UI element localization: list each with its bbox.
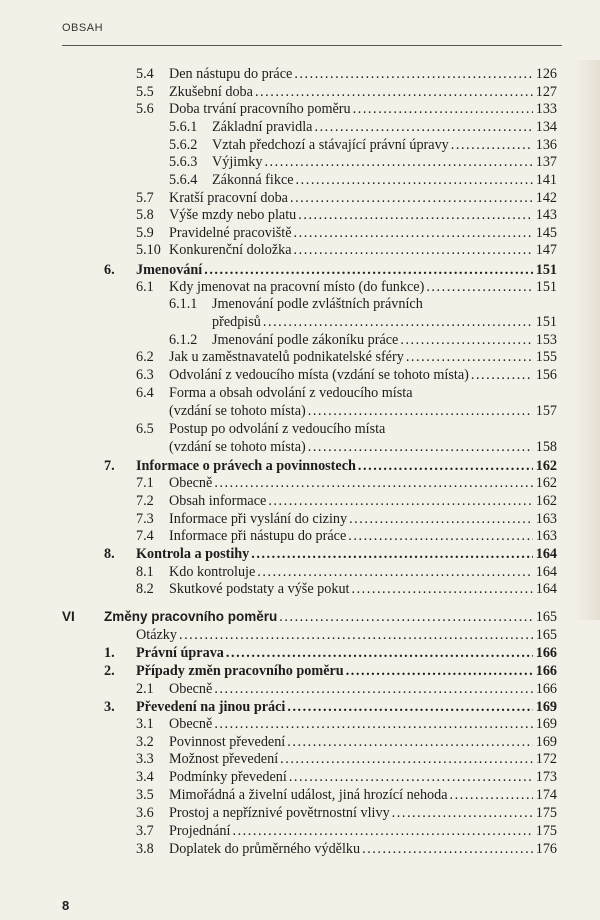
- toc-page: 145: [535, 225, 557, 241]
- toc-title: Právní úprava: [136, 645, 224, 661]
- toc-page: 165: [535, 627, 557, 643]
- toc-title: Prostoj a nepříznivé povětrnostní vlivy: [169, 805, 390, 821]
- toc-title: Zkušební doba: [169, 84, 253, 100]
- toc-title: Kontrola a postihy: [136, 546, 250, 562]
- toc-title: Informace při nástupu do práce: [169, 528, 347, 544]
- toc-title: Postup po odvolání z vedoucího místa: [169, 421, 386, 437]
- toc-page: 163: [535, 511, 557, 527]
- toc-title: Podmínky převedení: [169, 769, 287, 785]
- toc-entry[interactable]: [169, 190, 557, 206]
- toc-entry[interactable]: [169, 787, 557, 803]
- toc-title: Konkurenční doložka: [169, 242, 292, 258]
- toc-page: 176: [535, 841, 557, 857]
- toc-page: 157: [535, 403, 557, 419]
- toc-entry[interactable]: [169, 716, 557, 732]
- toc-page: 175: [535, 805, 557, 821]
- toc-page: 162: [535, 493, 557, 509]
- toc-number: 5.6.1: [169, 119, 198, 135]
- toc-page: 155: [535, 349, 557, 365]
- toc-page: 158: [535, 439, 557, 455]
- toc-page: 141: [535, 172, 557, 188]
- toc-page: 134: [535, 119, 557, 135]
- toc-title: Forma a obsah odvolání z vedoucího místa: [169, 385, 413, 401]
- toc-title: Den nástupu do práce: [169, 66, 293, 82]
- toc-title: Doba trvání pracovního poměru: [169, 101, 351, 117]
- toc-page: 162: [535, 475, 557, 491]
- toc-entry-chapter[interactable]: [136, 645, 557, 661]
- toc-entry[interactable]: [212, 119, 557, 135]
- toc-title: Zákonná fikce: [212, 172, 294, 188]
- toc-page: 169: [535, 716, 557, 732]
- toc-entry[interactable]: [169, 805, 557, 821]
- toc-chapter-number: 8.: [104, 546, 115, 562]
- toc-title: Případy změn pracovního poměru: [136, 663, 344, 679]
- toc-page: 166: [535, 663, 557, 679]
- toc-title: Mimořádná a živelní událost, jiná hrozící nehoda: [169, 787, 448, 803]
- toc-number: 7.4: [136, 528, 154, 544]
- toc-number: 5.10: [136, 242, 161, 258]
- toc-number: 6.5: [136, 421, 154, 437]
- toc-number: 7.2: [136, 493, 154, 509]
- toc-title: Výjimky: [212, 154, 263, 170]
- toc-number: 6.1: [136, 279, 154, 295]
- toc-title: Jmenování podle zvláštních právních: [212, 296, 423, 312]
- toc-number: 6.3: [136, 367, 154, 383]
- toc-entry[interactable]: [169, 367, 557, 383]
- toc-entry[interactable]: [169, 225, 557, 241]
- toc-entry[interactable]: [169, 734, 557, 750]
- toc-page: 169: [535, 734, 557, 750]
- toc-title: Obsah informace: [169, 493, 267, 509]
- toc-entry[interactable]: [169, 279, 557, 295]
- toc-page: 156: [535, 367, 557, 383]
- toc-page: 174: [535, 787, 557, 803]
- toc-page: 147: [535, 242, 557, 258]
- toc-page: 151: [535, 279, 557, 295]
- toc-title: Obecně: [169, 716, 213, 732]
- toc-title: Informace o právech a povinnostech: [136, 458, 356, 474]
- toc-page: 143: [535, 207, 557, 223]
- toc-number: 5.6.3: [169, 154, 198, 170]
- toc-entry[interactable]: [212, 332, 557, 348]
- toc-entry[interactable]: [212, 154, 557, 170]
- toc-page: 164: [535, 564, 557, 580]
- toc-chapter-number: 3.: [104, 699, 115, 715]
- page-edge-shadow: [574, 60, 600, 620]
- toc-entry[interactable]: [169, 475, 557, 491]
- toc-number: 5.6: [136, 101, 154, 117]
- toc-entry[interactable]: [136, 627, 557, 643]
- toc-title-continued: (vzdání se tohoto místa): [169, 403, 306, 419]
- toc-number: 5.6.4: [169, 172, 198, 188]
- toc-page: 163: [535, 528, 557, 544]
- toc-title: Jmenování podle zákoníku práce: [212, 332, 399, 348]
- toc-page: 153: [535, 332, 557, 348]
- toc-number: 5.4: [136, 66, 154, 82]
- toc-title-continued: (vzdání se tohoto místa): [169, 439, 306, 455]
- toc-entry-part[interactable]: [104, 609, 557, 625]
- toc-page: 151: [535, 262, 557, 278]
- toc-entry[interactable]: [169, 101, 557, 117]
- toc-entry[interactable]: [169, 751, 557, 767]
- toc-number: 3.1: [136, 716, 154, 732]
- toc-page: 136: [535, 137, 557, 153]
- toc-chapter-number: 6.: [104, 262, 115, 278]
- toc-title: Výše mzdy nebo platu: [169, 207, 297, 223]
- toc-entry[interactable]: [169, 528, 557, 544]
- toc-entry-chapter[interactable]: [136, 262, 557, 278]
- toc-page: 162: [535, 458, 557, 474]
- toc-title: Obecně: [169, 475, 213, 491]
- toc-number: 6.2: [136, 349, 154, 365]
- toc-chapter-number: 2.: [104, 663, 115, 679]
- toc-entry[interactable]: [169, 439, 557, 455]
- toc-number: 6.1.1: [169, 296, 198, 312]
- toc-page: 166: [535, 645, 557, 661]
- toc-number: 3.3: [136, 751, 154, 767]
- toc-chapter-number: 7.: [104, 458, 115, 474]
- toc-entry[interactable]: [169, 841, 557, 857]
- toc-entry[interactable]: [169, 403, 557, 419]
- toc-number: 7.1: [136, 475, 154, 491]
- toc-title: Obecně: [169, 681, 213, 697]
- toc-page: 169: [535, 699, 557, 715]
- toc-title: Informace při vyslání do ciziny: [169, 511, 348, 527]
- toc-page: 166: [535, 681, 557, 697]
- toc-entry[interactable]: [169, 823, 557, 839]
- toc-entry[interactable]: [169, 207, 557, 223]
- toc-number: 3.2: [136, 734, 154, 750]
- toc-entry-chapter[interactable]: [136, 546, 557, 562]
- toc-number: 3.4: [136, 769, 154, 785]
- toc-title-continued: předpisů: [212, 314, 261, 330]
- toc-entry[interactable]: [169, 493, 557, 509]
- toc-number: 8.2: [136, 581, 154, 597]
- toc-page: 127: [535, 84, 557, 100]
- toc-number: 7.3: [136, 511, 154, 527]
- toc-page: 164: [535, 581, 557, 597]
- toc-number: 3.6: [136, 805, 154, 821]
- toc-title: Jak u zaměstnavatelů podnikatelské sféry: [169, 349, 404, 365]
- toc-page: 151: [535, 314, 557, 330]
- toc-page: 172: [535, 751, 557, 767]
- toc-number: 2.1: [136, 681, 154, 697]
- toc-entry[interactable]: [169, 84, 557, 100]
- toc-title: Kratší pracovní doba: [169, 190, 288, 206]
- toc-entry[interactable]: [169, 581, 557, 597]
- toc-title: Možnost převedení: [169, 751, 279, 767]
- toc-number: 5.5: [136, 84, 154, 100]
- toc-title: Otázky: [136, 627, 177, 643]
- toc-title: Odvolání z vedoucího místa (vzdání se tohoto místa): [169, 367, 469, 383]
- running-header: OBSAH: [62, 22, 104, 34]
- toc-entry[interactable]: [169, 681, 557, 697]
- toc-number: 6.1.2: [169, 332, 198, 348]
- toc-number: 5.7: [136, 190, 154, 206]
- toc-title: Vztah předchozí a stávající právní úpravy: [212, 137, 449, 153]
- toc-page: 133: [535, 101, 557, 117]
- toc-entry[interactable]: [169, 66, 557, 82]
- toc-title: Pravidelné pracoviště: [169, 225, 292, 241]
- toc-number: 3.5: [136, 787, 154, 803]
- toc-part-number: VI: [62, 609, 75, 624]
- toc-page: 142: [535, 190, 557, 206]
- toc-title: Kdy jmenovat na pracovní místo (do funkce): [169, 279, 425, 295]
- toc-entry[interactable]: [169, 769, 557, 785]
- toc-entry[interactable]: [212, 172, 557, 188]
- toc-title: Změny pracovního poměru: [104, 609, 278, 624]
- toc-page: 173: [535, 769, 557, 785]
- toc-title: Projednání: [169, 823, 231, 839]
- toc-number: 8.1: [136, 564, 154, 580]
- toc-title: Kdo kontroluje: [169, 564, 256, 580]
- toc-page: 165: [535, 609, 557, 625]
- toc-page: 126: [535, 66, 557, 82]
- toc-entry[interactable]: [169, 242, 557, 258]
- toc-entry[interactable]: [169, 564, 557, 580]
- toc-title: Převedení na jinou práci: [136, 699, 286, 715]
- toc-page: 164: [535, 546, 557, 562]
- toc-page: 175: [535, 823, 557, 839]
- toc-entry[interactable]: [212, 137, 557, 153]
- toc-title: Doplatek do průměrného výdělku: [169, 841, 361, 857]
- toc-page: 137: [535, 154, 557, 170]
- toc-title: Základní pravidla: [212, 119, 313, 135]
- toc-chapter-number: 1.: [104, 645, 115, 661]
- toc-entry[interactable]: [169, 511, 557, 527]
- toc-title: Jmenování: [136, 262, 203, 278]
- toc-number: 5.8: [136, 207, 154, 223]
- toc-number: 3.7: [136, 823, 154, 839]
- toc-title: Skutkové podstaty a výše pokut: [169, 581, 350, 597]
- toc-entry-chapter[interactable]: [136, 458, 557, 474]
- toc-entry-chapter[interactable]: [136, 699, 557, 715]
- toc-title: Povinnost převedení: [169, 734, 286, 750]
- toc-number: 5.6.2: [169, 137, 198, 153]
- toc-entry-chapter[interactable]: [136, 663, 557, 679]
- page-number: 8: [62, 898, 70, 913]
- toc-number: 3.8: [136, 841, 154, 857]
- header-rule: [62, 45, 562, 46]
- toc-entry[interactable]: [212, 314, 557, 330]
- toc-number: 5.9: [136, 225, 154, 241]
- toc-number: 6.4: [136, 385, 154, 401]
- toc-entry[interactable]: [169, 349, 557, 365]
